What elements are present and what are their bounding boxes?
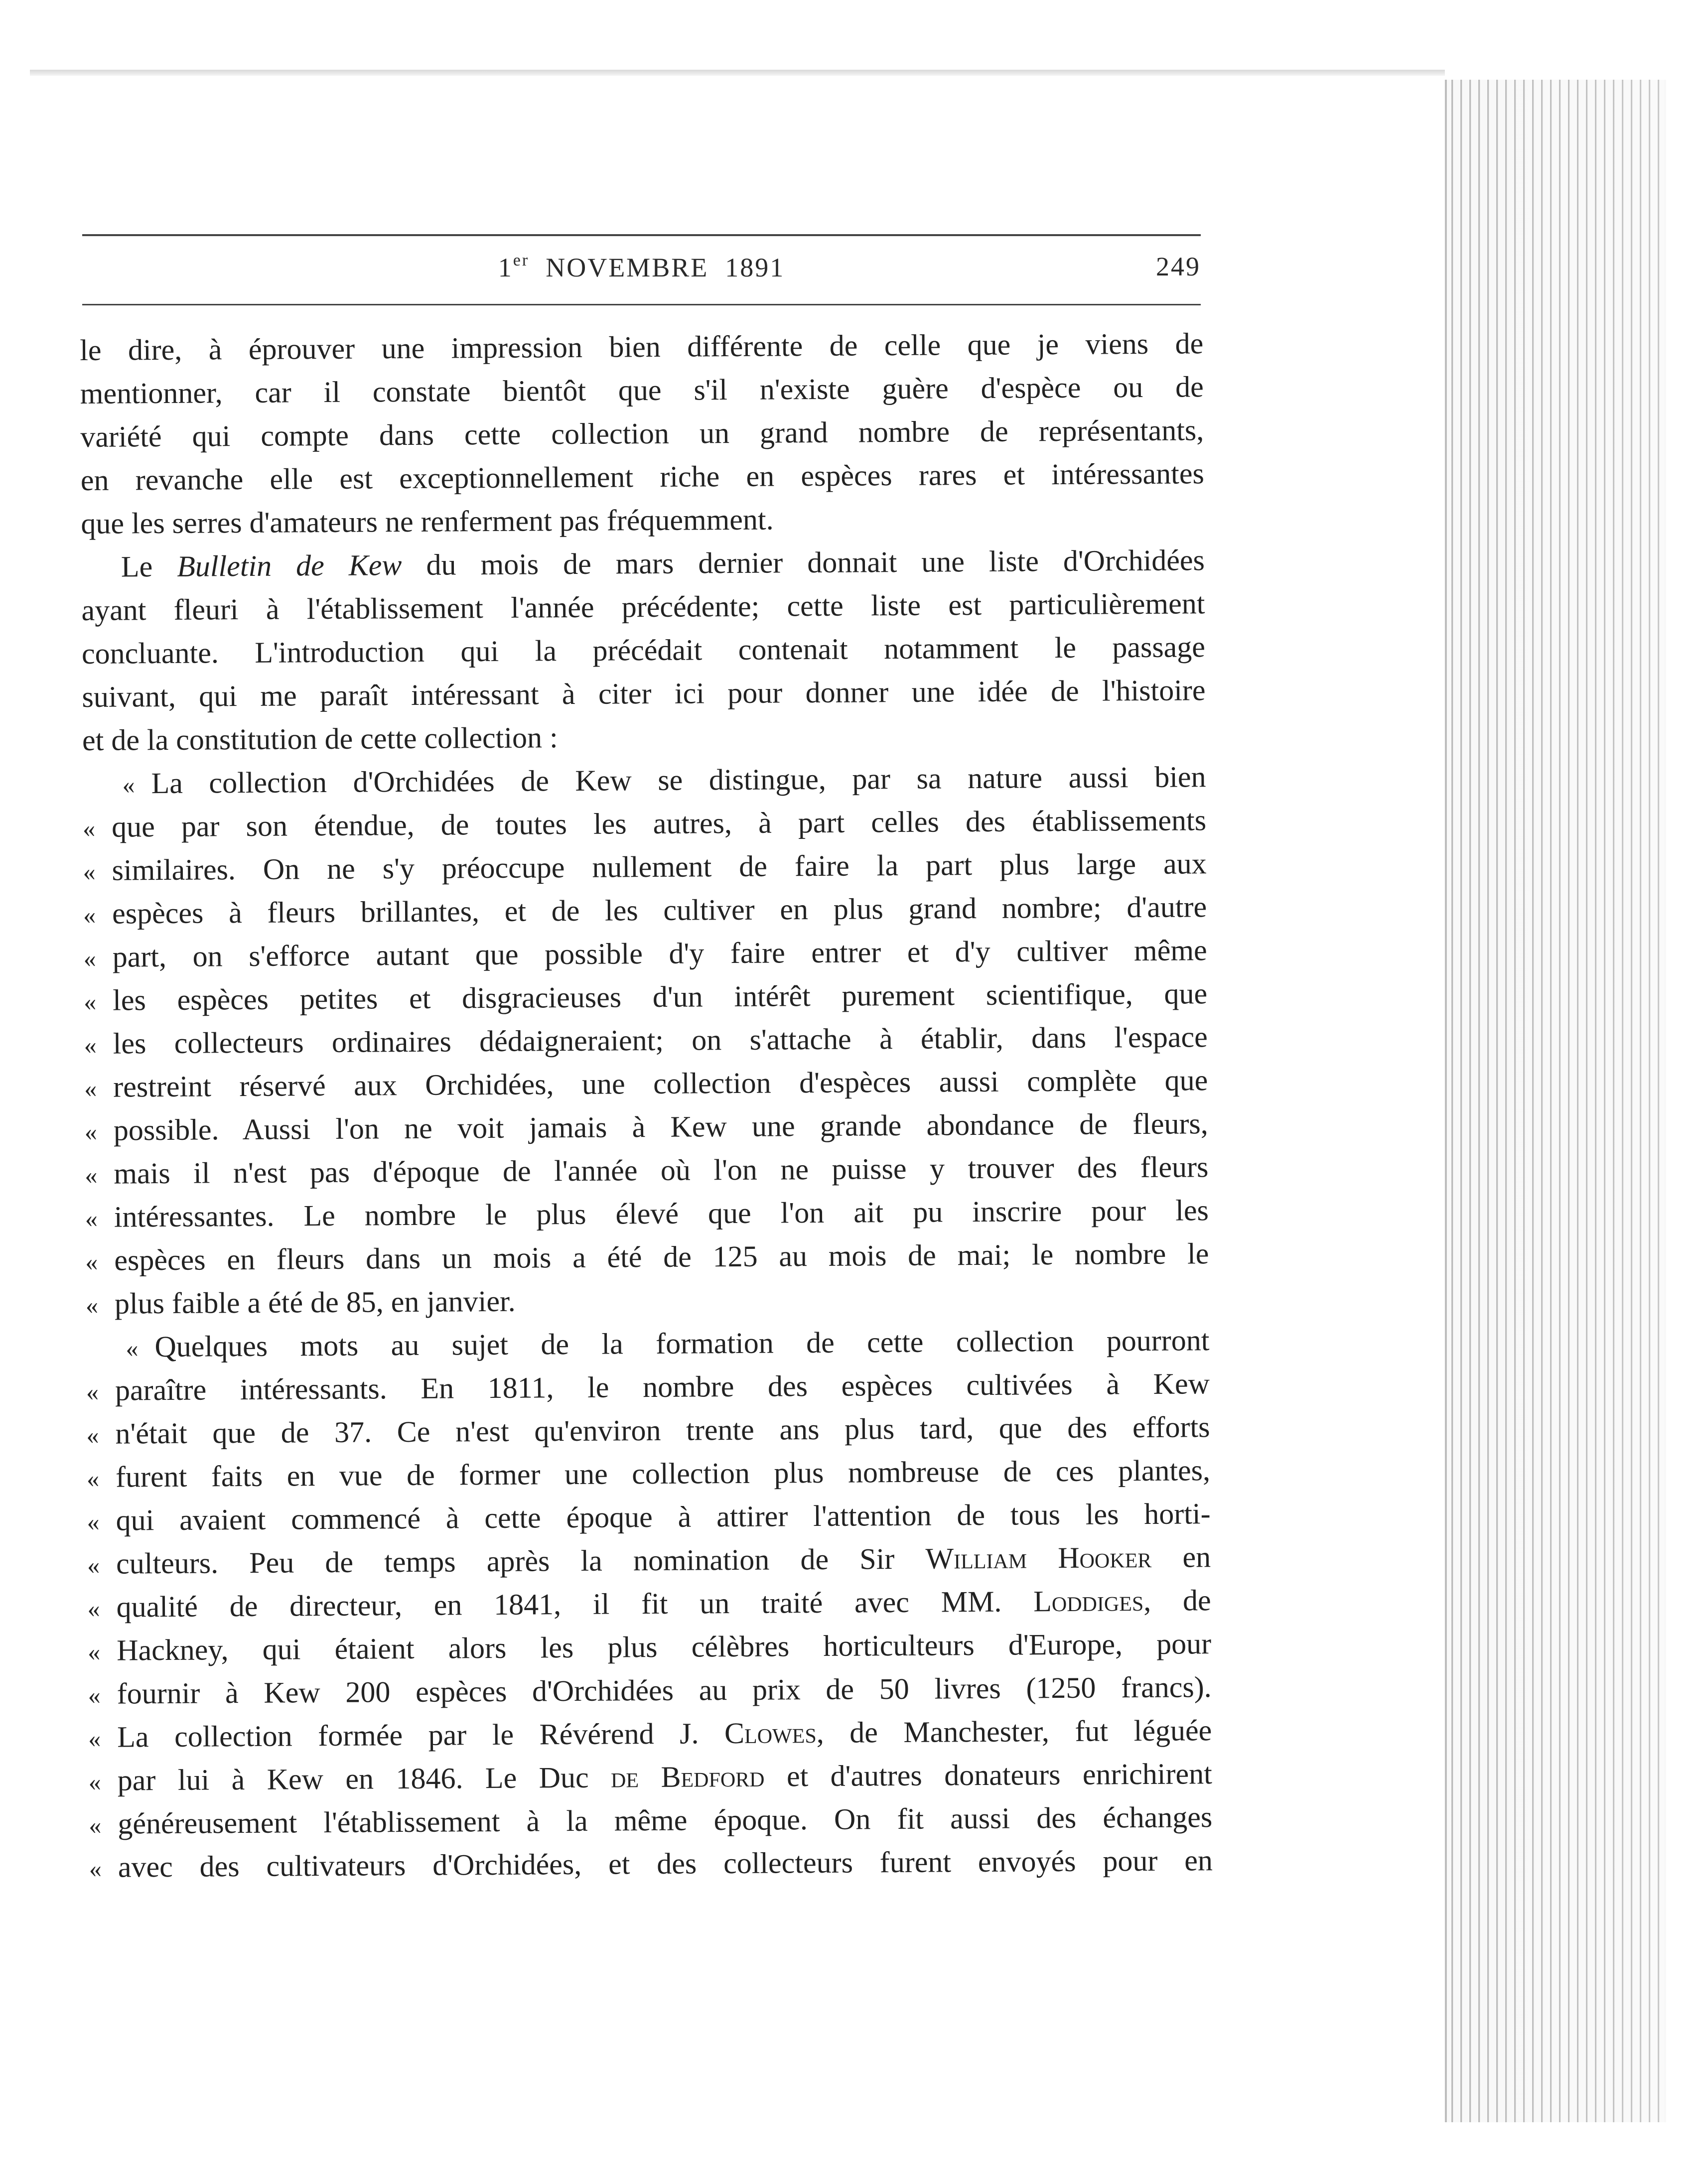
text-run: Quelques mots au sujet de la formation de cette collection pourront	[154, 1324, 1210, 1364]
text-run: et d'autres donateurs enrichirent	[764, 1757, 1212, 1793]
page-edges-shade	[1445, 80, 1664, 2122]
text-run: similaires. On ne s'y préoccupe nullement de faire la part plus large aux	[112, 847, 1207, 887]
text-line	[83, 929, 1207, 979]
text-run: Hackney, qui étaient alors les plus célèbres horticulteurs d'Europe, pour	[117, 1627, 1212, 1667]
text-line: en revanche elle est exceptionnellement riche en espèces rares et intéressantes	[80, 457, 1205, 497]
text-line	[84, 1059, 1208, 1109]
text-run: mais il n'est pas d'époque de l'année où l'on ne puisse y trouver des fleurs	[114, 1150, 1209, 1190]
text-run: fournir à Kew 200 espèces d'Orchidées au prix de 50 livres (1250 francs).	[117, 1670, 1212, 1710]
person-name: William Hooker	[925, 1540, 1152, 1575]
text-run: du mois de mars dernier donnait une liste d'Orchidées	[402, 544, 1205, 582]
text-line	[88, 1665, 1211, 1716]
running-head-date	[82, 251, 1201, 283]
date-day: 1	[498, 253, 513, 282]
text-run: qualité de directeur, en 1841, il fit un traité avec MM.	[116, 1585, 1034, 1624]
text-line	[87, 1449, 1210, 1499]
date-year: 1891	[725, 253, 785, 282]
quote-mark: «	[126, 1334, 139, 1363]
text-line	[89, 1795, 1212, 1846]
bulletin-title: Bulletin de Kew	[176, 548, 402, 583]
text-line	[82, 755, 1206, 806]
text-line: et de la constitution de cette collection :	[82, 721, 558, 757]
quote-mark: «	[88, 1681, 101, 1709]
text-run: plus faible a été de 85, en janvier.	[114, 1284, 516, 1320]
text-run: La collection formée par le Révérend J.	[117, 1717, 725, 1754]
text-line: mentionner, car il constate bientôt que s'il n'existe guère d'espèce ou de	[80, 370, 1204, 410]
date-day-suffix: er	[513, 251, 530, 270]
quote-mark: «	[86, 1464, 100, 1493]
text-line	[86, 1275, 1209, 1326]
text-line	[85, 1145, 1208, 1196]
running-head	[82, 244, 1201, 299]
text-run: part, on s'efforce autant que possible d'y faire entrer et d'y cultiver même	[112, 934, 1207, 973]
quote-mark: «	[122, 771, 135, 799]
text-line	[86, 1319, 1209, 1369]
text-line: que les serres d'amateurs ne renferment pas fréquemment.	[81, 503, 774, 540]
text-line	[83, 799, 1206, 849]
quote-mark: «	[88, 1768, 101, 1796]
text-run: en	[1151, 1540, 1211, 1574]
scan-edge	[30, 70, 1445, 76]
quote-mark: «	[83, 857, 96, 886]
quote-mark: «	[89, 1811, 102, 1839]
text-run: les espèces petites et disgracieuses d'un intérêt purement scientifique, que	[113, 977, 1208, 1017]
quote-mark: «	[88, 1724, 101, 1753]
quote-mark: «	[83, 901, 96, 929]
header-rule-bottom	[82, 304, 1201, 305]
text-run: , de Manchester, fut léguée	[816, 1714, 1212, 1750]
text-line	[83, 885, 1207, 936]
text-run: , de	[1143, 1584, 1211, 1618]
quote-mark: «	[82, 814, 96, 842]
quote-mark: «	[86, 1421, 99, 1449]
text-line	[89, 1839, 1213, 1889]
quote-mark: «	[86, 1377, 99, 1406]
quote-mark: «	[84, 1074, 97, 1102]
text-run: espèces en fleurs dans un mois a été de 125 au mois de mai; le nombre le	[114, 1237, 1209, 1277]
text-line	[86, 1362, 1210, 1412]
body-text	[80, 322, 1213, 1889]
text-run: espèces à fleurs brillantes, et de les cultiver en plus grand nombre; d'autre	[112, 890, 1207, 930]
text-line: ayant fleuri à l'établissement l'année précédente; cette liste est particulièrement	[81, 587, 1205, 627]
quote-mark: «	[88, 1638, 101, 1666]
quote-mark: «	[85, 1161, 98, 1189]
page-number: 249	[1156, 252, 1201, 281]
text-line: le dire, à éprouver une impression bien différente de celle que je viens de	[80, 327, 1204, 367]
quote-mark: «	[85, 1291, 99, 1319]
text-run: que par son étendue, de toutes les autres, à part celles des établissements	[111, 804, 1207, 843]
text-run: Le	[121, 549, 177, 583]
person-name: Loddiges	[1033, 1584, 1144, 1618]
text-run: La collection d'Orchidées de Kew se distingue, par sa nature aussi bien	[151, 760, 1206, 800]
text-line	[81, 539, 1205, 589]
text-run: furent faits en vue de former une collection plus nombreuse de ces plantes,	[115, 1454, 1211, 1494]
text-run: par lui à Kew en 1846. Le Duc	[117, 1761, 611, 1797]
text-line	[89, 1752, 1212, 1802]
text-run: paraître intéressants. En 1811, le nombre des espèces cultivées à Kew	[115, 1367, 1210, 1407]
text-line	[84, 972, 1207, 1022]
quote-mark: «	[87, 1594, 100, 1623]
text-line	[85, 1189, 1209, 1239]
text-line	[88, 1622, 1211, 1672]
quote-mark: «	[89, 1854, 102, 1883]
text-run: intéressantes. Le nombre le plus élevé que l'on ait pu inscrire pour les	[114, 1194, 1209, 1233]
text-run: culteurs. Peu de temps après la nomination de Sir	[116, 1542, 926, 1580]
header-rule-top	[82, 234, 1201, 236]
text-run: n'était que de 37. Ce n'est qu'environ trente ans plus tard, que des efforts	[115, 1410, 1210, 1450]
quote-mark: «	[84, 987, 97, 1016]
text-line	[87, 1579, 1211, 1629]
person-name: Clowes	[724, 1716, 817, 1750]
quote-mark: «	[84, 1117, 98, 1146]
text-line	[83, 842, 1206, 892]
quote-mark: «	[84, 1031, 97, 1059]
text-line	[85, 1102, 1208, 1152]
text-line	[85, 1232, 1209, 1282]
quote-mark: «	[87, 1507, 100, 1536]
text-line	[88, 1709, 1212, 1759]
text-line	[84, 1015, 1208, 1066]
text-line: concluante. L'introduction qui la précédait contenait notamment le passage	[81, 630, 1206, 670]
quote-mark: «	[87, 1551, 100, 1579]
text-line: suivant, qui me paraît intéressant à citer ici pour donner une idée de l'histoire	[82, 674, 1206, 713]
text-line: variété qui compte dans cette collection un grand nombre de représentants,	[80, 413, 1204, 453]
quote-mark: «	[83, 944, 96, 972]
text-run: avec des cultivateurs d'Orchidées, et des collecteurs furent envoyés pour en	[118, 1844, 1213, 1884]
text-line	[87, 1492, 1210, 1542]
text-run: les collecteurs ordinaires dédaigneraient; on s'attache à établir, dans l'espace	[113, 1020, 1208, 1060]
person-name: de Bedford	[610, 1760, 765, 1794]
quote-mark: «	[85, 1204, 98, 1232]
date-month: NOVEMBRE	[546, 253, 709, 282]
text-run: possible. Aussi l'on ne voit jamais à Kew une grande abondance de fleurs,	[113, 1107, 1208, 1147]
text-run: généreusement l'établissement à la même époque. On fit aussi des échanges	[118, 1800, 1213, 1840]
text-run: restreint réservé aux Orchidées, une collection d'espèces aussi complète que	[113, 1064, 1208, 1103]
text-line	[87, 1535, 1211, 1586]
text-run: qui avaient commencé à cette époque à attirer l'attention de tous les horti-	[116, 1497, 1211, 1537]
quote-mark: «	[85, 1247, 98, 1276]
text-line	[86, 1405, 1210, 1456]
